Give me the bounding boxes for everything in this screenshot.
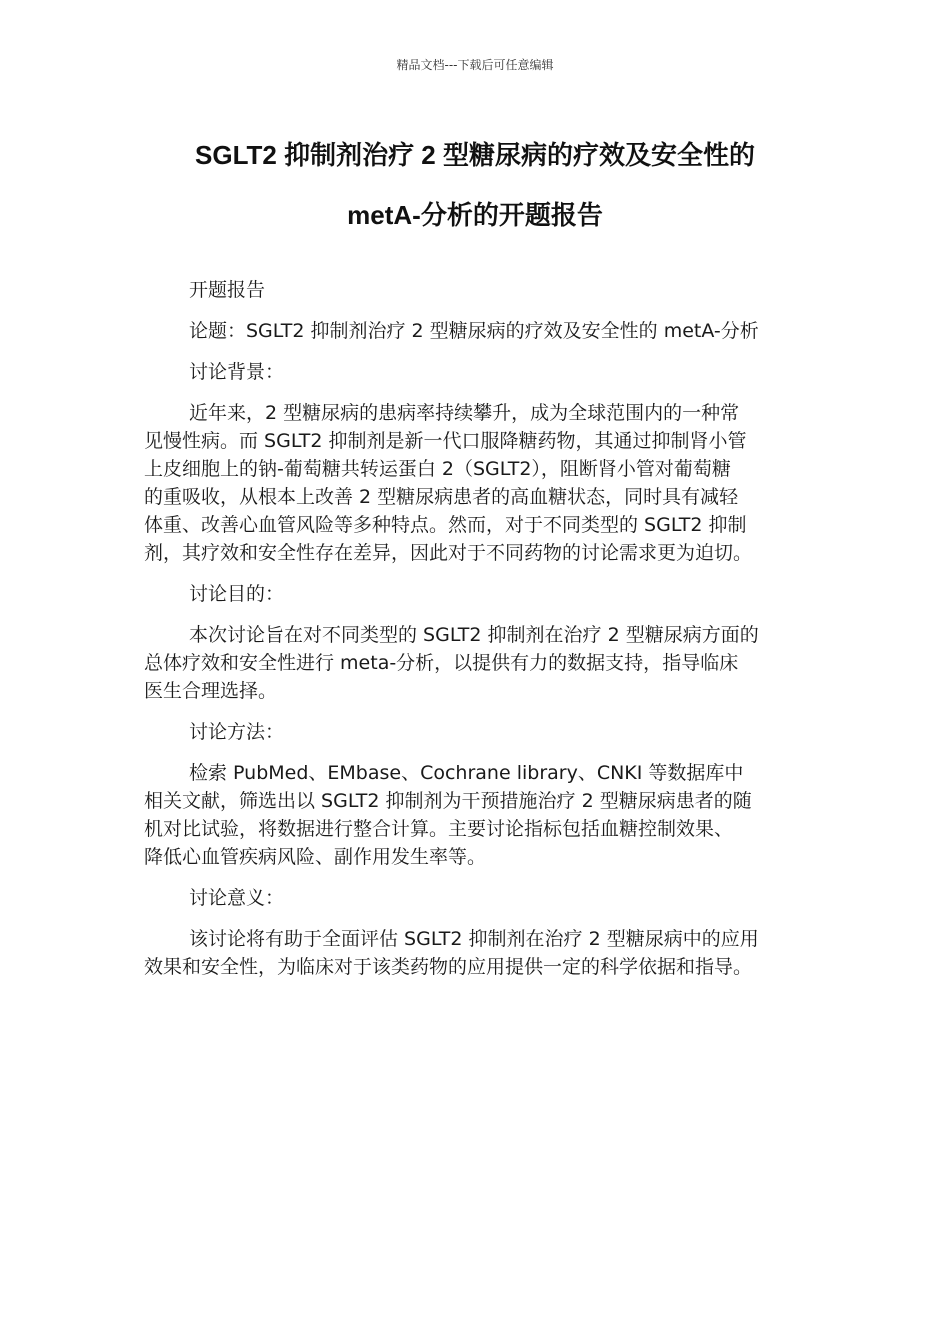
paragraph-line: 本次讨论旨在对不同类型的 SGLT2 抑制剂在治疗 2 型糖尿病方面的 bbox=[189, 624, 759, 646]
paragraph-line: 相关文献，筛选出以 SGLT2 抑制剂为干预措施治疗 2 型糖尿病患者的随 bbox=[144, 790, 752, 812]
purpose-paragraph bbox=[144, 621, 806, 705]
paragraph-line: 医生合理选择。 bbox=[144, 680, 278, 702]
paragraph-line: 效果和安全性，为临床对于该类药物的应用提供一定的科学依据和指导。 bbox=[144, 956, 753, 978]
document-body bbox=[144, 276, 806, 981]
paragraph-line: 总体疗效和安全性进行 meta-分析，以提供有力的数据支持，指导临床 bbox=[144, 652, 739, 674]
paragraph-line: 见慢性病。而 SGLT2 抑制剂是新一代口服降糖药物，其通过抑制肾小管 bbox=[144, 430, 747, 452]
purpose-heading: 讨论目的： bbox=[189, 583, 285, 605]
topic-line: 论题：SGLT2 抑制剂治疗 2 型糖尿病的疗效及安全性的 metA-分析 bbox=[189, 320, 759, 342]
background-heading: 讨论背景： bbox=[189, 361, 285, 383]
paragraph-line: 体重、改善心血管风险等多种特点。然而，对于不同类型的 SGLT2 抑制 bbox=[144, 514, 747, 536]
paragraph-line: 检索 PubMed、EMbase、Cochrane library、CNKI 等数据库中 bbox=[189, 762, 744, 784]
paragraph-line: 的重吸收，从根本上改善 2 型糖尿病患者的高血糖状态，同时具有减轻 bbox=[144, 486, 739, 508]
paragraph-line: 该讨论将有助于全面评估 SGLT2 抑制剂在治疗 2 型糖尿病中的应用 bbox=[189, 928, 759, 950]
header-note: 精品文档---下载后可任意编辑 bbox=[396, 58, 554, 72]
method-heading: 讨论方法： bbox=[189, 721, 285, 743]
paragraph-line: 降低心血管疾病风险、副作用发生率等。 bbox=[144, 846, 487, 868]
paragraph-line: 剂，其疗效和安全性存在差异，因此对于不同药物的讨论需求更为迫切。 bbox=[144, 542, 753, 564]
paragraph-line: 近年来，2 型糖尿病的患病率持续攀升，成为全球范围内的一种常 bbox=[189, 402, 740, 424]
report-label: 开题报告 bbox=[189, 279, 266, 301]
method-paragraph bbox=[144, 759, 806, 871]
paragraph-line: 机对比试验，将数据进行整合计算。主要讨论指标包括血糖控制效果、 bbox=[144, 818, 734, 840]
document-title-line-2: metA-分析的开题报告 bbox=[347, 200, 603, 230]
paragraph-line: 上皮细胞上的钠-葡萄糖共转运蛋白 2（SGLT2），阻断肾小管对葡萄糖 bbox=[144, 458, 731, 480]
document-title-line-1: SGLT2 抑制剂治疗 2 型糖尿病的疗效及安全性的 bbox=[195, 140, 755, 170]
significance-paragraph bbox=[144, 925, 806, 981]
background-paragraph bbox=[144, 399, 806, 567]
significance-heading: 讨论意义： bbox=[189, 887, 285, 909]
